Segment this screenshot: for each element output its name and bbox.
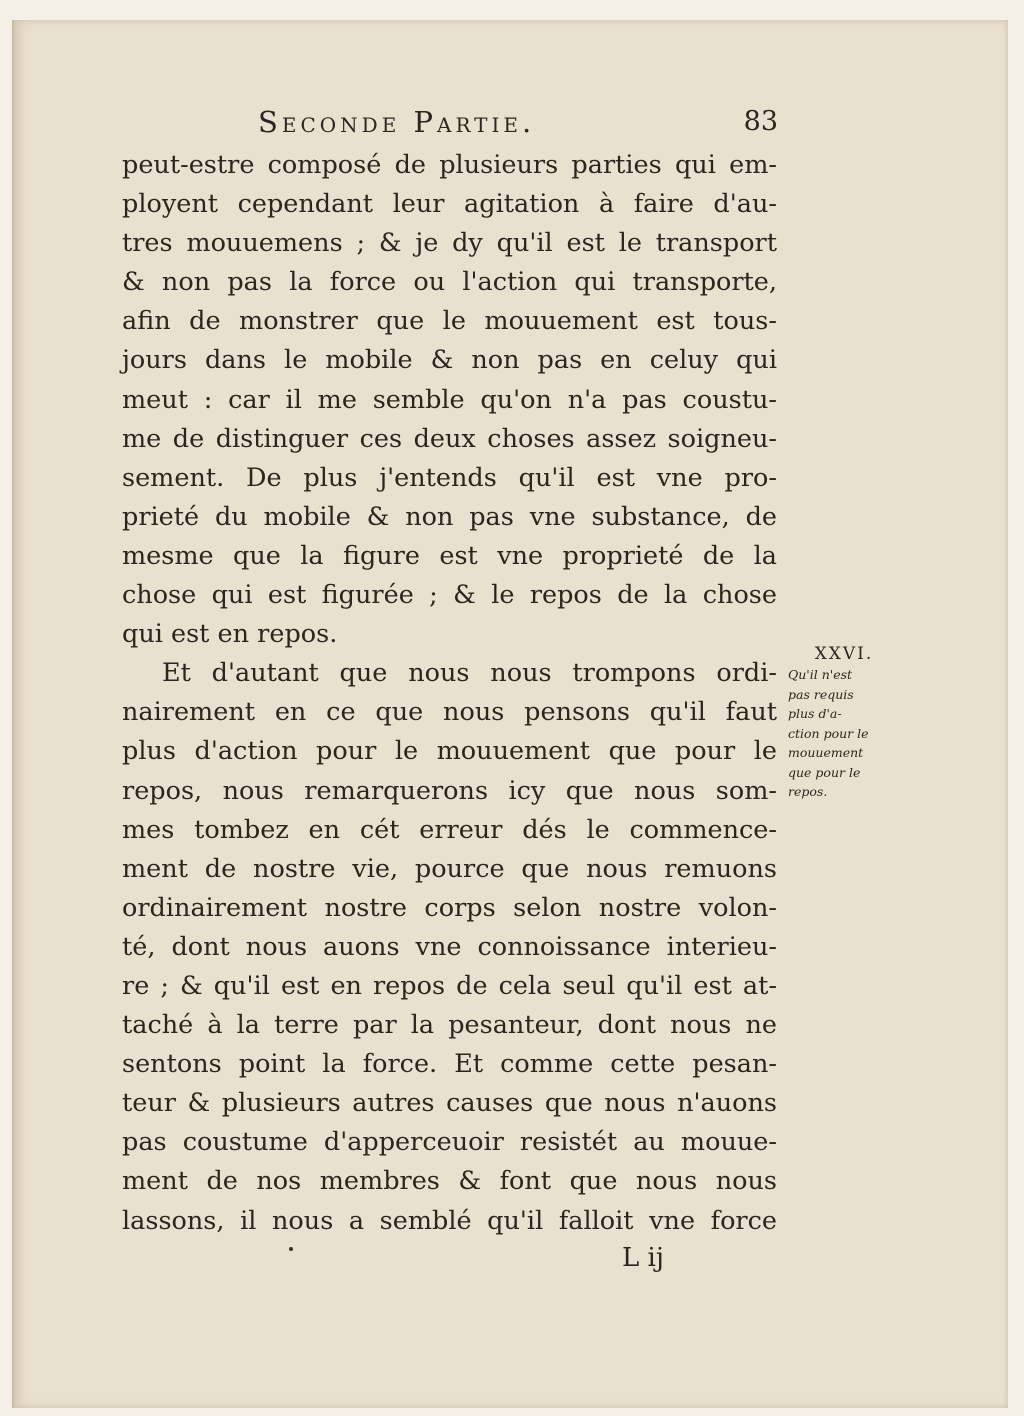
marginal-line: Qu'il n'est (788, 667, 853, 682)
marginal-line: pas requis (788, 686, 854, 702)
text-line: me de distinguer ces deux choses assez soigneu- (122, 423, 777, 454)
text-line: ordinairement nostre corps selon nostre volon- (122, 892, 777, 923)
text-line: lassons, il nous a semblé qu'il falloit vne force (122, 1205, 777, 1236)
text-line: ment de nostre vie, pource que nous remuons (122, 853, 777, 884)
text-line: meut : car il me semble qu'on n'a pas coustu- (122, 384, 777, 415)
text-line: jours dans le mobile & non pas en celuy qui (122, 345, 777, 376)
text-line: sentons point la force. Et comme cette pesan- (122, 1049, 777, 1080)
text-line: & non pas la force ou l'action qui transporte, (122, 267, 777, 298)
marginal-line: repos. (788, 784, 828, 799)
text-line: chose qui est figurée ; & le repos de la chose (122, 580, 777, 611)
signature-mark: L ij (622, 1243, 664, 1273)
marginal-note (788, 643, 900, 802)
text-line: taché à la terre par la pesanteur, dont nous ne (122, 1010, 777, 1041)
text-line: peut-estre composé de plusieurs parties qui em- (122, 150, 777, 180)
marginal-line: ction pour le (788, 725, 869, 741)
marginal-article-number: XXVI. (814, 644, 874, 664)
marginal-line: mouuement (788, 745, 864, 760)
text-line: plus d'action pour le mouuement que pour le (122, 736, 777, 767)
text-line: prieté du mobile & non pas vne substance, de (122, 501, 777, 532)
text-line: qui est en repos. (122, 619, 338, 650)
text-line: repos, nous remarquerons icy que nous som- (122, 775, 777, 806)
text-line: sement. De plus j'entends qu'il est vne pro- (122, 462, 777, 493)
text-line: afin de monstrer que le mouuement est tous- (122, 306, 777, 337)
text-line: mesme que la figure est vne proprieté de la (122, 540, 777, 571)
page-number: 83 (743, 106, 778, 137)
text-line: mes tombez en cét erreur dés le commence- (122, 814, 777, 845)
text-line: pas coustume d'apperceuoir resistét au mouue- (122, 1127, 777, 1158)
text-line: té, dont nous auons vne connoissance interieu- (122, 931, 777, 962)
text-line: ployent cependant leur agitation à faire d'au- (122, 189, 777, 220)
text-line: Et d'autant que nous nous trompons ordi- (162, 658, 777, 689)
ink-dot (289, 1247, 293, 1251)
body-text (122, 146, 777, 1241)
marginal-line: plus d'a- (788, 706, 842, 721)
marginal-line: que pour le (788, 764, 861, 780)
text-line: ment de nos membres & font que nous nous (122, 1166, 777, 1197)
text-line: teur & plusieurs autres causes que nous n'auons (122, 1088, 777, 1119)
text-line: nairement en ce que nous pensons qu'il faut (122, 697, 777, 728)
text-line: tres mouuemens ; & je dy qu'il est le transport (122, 228, 777, 259)
text-line: re ; & qu'il est en repos de cela seul qu'il est at- (122, 970, 777, 1001)
running-head (258, 102, 778, 142)
running-head-title: Seconde Partie. (258, 105, 536, 139)
